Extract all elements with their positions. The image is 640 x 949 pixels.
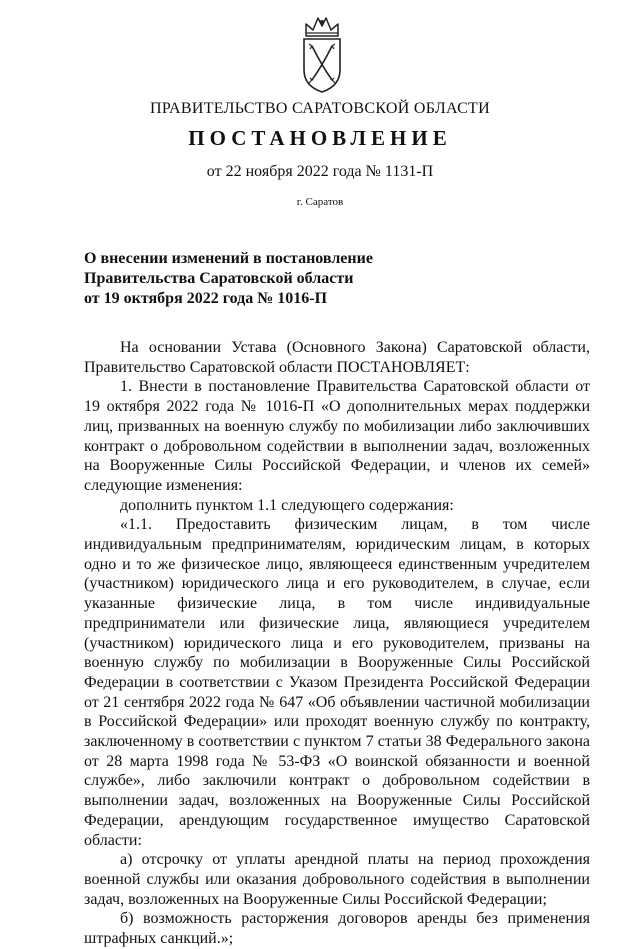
subject-line: от 19 октября 2022 года № 1016-П bbox=[84, 290, 328, 307]
document-place: г. Саратов bbox=[296, 196, 344, 208]
document-body bbox=[84, 338, 590, 949]
document-date-number: от 22 ноября 2022 года № 1131-П bbox=[206, 163, 434, 180]
subject-line: О внесении изменений в постановление bbox=[84, 250, 373, 267]
coat-of-arms-icon bbox=[298, 14, 346, 94]
organization-name: ПРАВИТЕЛЬСТВО САРАТОВСКОЙ ОБЛАСТИ bbox=[150, 100, 490, 117]
subitem-b-paragraph: б) возможность расторжения договоров аренды без применения штрафных санкций.»; bbox=[84, 910, 590, 948]
item-1-paragraph: 1. Внести в постановление Правительства Саратовской области от 19 октября 2022 года № 1016-П «О дополнительных мерах поддержки лиц, призванных на военную службу по мобилизации либо заключивших контракт о добровольном содействии в выполнении задач, возложенных на Вооруженные Силы Российской Федерации, и членов их семей» следующие изменения: bbox=[84, 378, 590, 494]
item-1-1-paragraph: «1.1. Предоставить физическим лицам, в том числе индивидуальным предпринимателям, юридическим лицам, в которых одно и то же физическое лицо, являющееся единственным учредителем (участником) юридического лица и его руководителем, в случае, если указанные физические лица, в том числе индивидуальные предприниматели или физические лица, являющиеся учредителем (участником) юридического лица и его руководителем, призваны на военную службу по мобилизации в Вооруженные Силы Российской Федерации в соответствии с Указом Президента Российской Федерации от 21 сентября 2022 года № 647 «Об объявлении частичной мобилизации в Российской Федерации» или проходят военную службу по контракту, заключенному в соответствии с пунктом 7 статьи 38 Федерального закона от 28 марта 1998 года № 53-ФЗ «О воинской обязанности и военной службе», либо заключили контракт о добровольном содействии в выполнении задач, возложенных на Вооруженные Силы Российской Федерации, арендующим государственное имущество Саратовской области: bbox=[84, 516, 590, 849]
subitem-a-paragraph: а) отсрочку от уплаты арендной платы на период прохождения военной службы или оказания добровольного содействия в выполнении задач, возложенных на Вооруженные Силы Российской Федерации; bbox=[84, 851, 590, 908]
document-type: ПОСТАНОВЛЕНИЕ bbox=[188, 126, 452, 150]
document-subject bbox=[84, 249, 414, 309]
subject-line: Правительства Саратовской области bbox=[84, 270, 354, 287]
amendment-intro-paragraph: дополнить пунктом 1.1 следующего содержания: bbox=[120, 496, 454, 514]
preamble-paragraph: На основании Устава (Основного Закона) Саратовской области, Правительство Саратовской области ПОСТАНОВЛЯЕТ: bbox=[84, 339, 590, 376]
